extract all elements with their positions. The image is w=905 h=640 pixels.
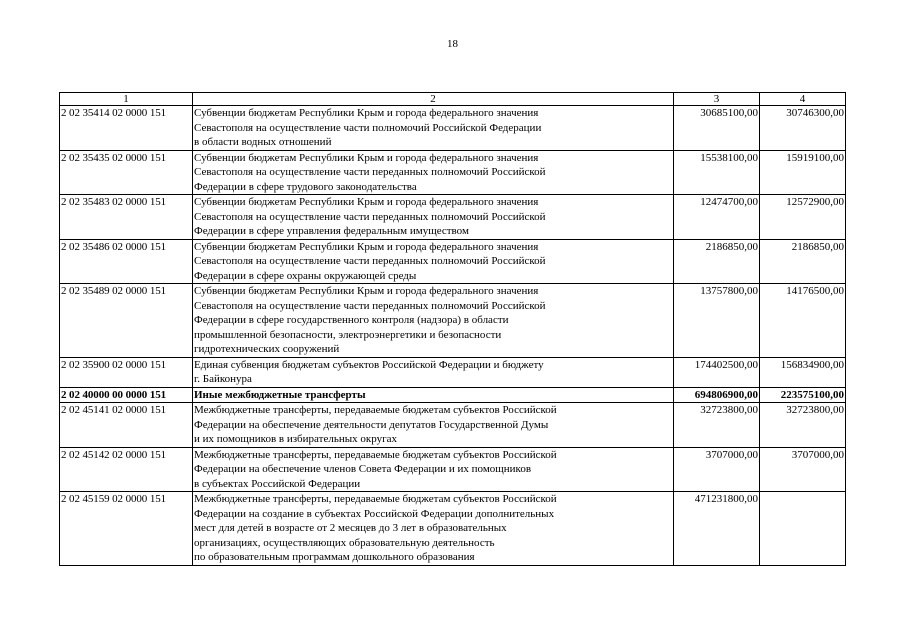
table-row xyxy=(60,492,846,566)
description-line: в области водных отношений xyxy=(194,136,332,148)
amount-cell-col4: 3707000,00 xyxy=(760,447,846,492)
description-cell xyxy=(193,284,674,358)
description-line: Субвенции бюджетам Республики Крым и города федерального значения xyxy=(194,196,539,208)
amount-cell-col3: 694806900,00 xyxy=(674,387,760,403)
amount-cell-col4: 14176500,00 xyxy=(760,284,846,358)
description-line: Федерации в сфере трудового законодательства xyxy=(194,180,417,193)
amount-cell-col4: 32723800,00 xyxy=(760,403,846,448)
description-cell xyxy=(193,195,674,240)
table-row xyxy=(60,403,846,448)
amount-cell-col3: 30685100,00 xyxy=(674,106,760,151)
amount-cell-col4: 223575100,00 xyxy=(760,387,846,403)
budget-code-cell: 2 02 35483 02 0000 151 xyxy=(60,195,193,240)
description-line: Межбюджетные трансферты, передаваемые бюджетам субъектов Российской xyxy=(194,493,557,505)
description-line: Федерации в сфере управления федеральным имуществом xyxy=(194,225,469,237)
budget-code-cell: 2 02 35435 02 0000 151 xyxy=(60,150,193,195)
table-row xyxy=(60,387,846,403)
description-cell xyxy=(193,403,674,448)
description-line: Федерации на обеспечение деятельности депутатов Государственной Думы xyxy=(194,418,549,431)
description-line: Федерации на создание в субъектах Российской Федерации дополнительных xyxy=(194,507,555,520)
column-header-3: 3 xyxy=(674,93,760,106)
column-header-4: 4 xyxy=(760,93,846,106)
amount-cell-col3: 13757800,00 xyxy=(674,284,760,358)
description-line: Иные межбюджетные трансферты xyxy=(194,388,366,401)
column-header-2: 2 xyxy=(193,93,674,106)
description-line: Севастополя на осуществление части полномочий Российской Федерации xyxy=(194,121,542,134)
description-line: Севастополя на осуществление части переданных полномочий Российской xyxy=(194,299,546,312)
description-line: Субвенции бюджетам Республики Крым и города федерального значения xyxy=(194,285,539,297)
table-row xyxy=(60,284,846,358)
description-line: Единая субвенция бюджетам субъектов Российской Федерации и бюджету xyxy=(194,358,544,371)
table-row xyxy=(60,357,846,387)
description-line: Федерации в сфере государственного контроля (надзора) в области xyxy=(194,314,509,326)
description-cell xyxy=(193,357,674,387)
budget-code-cell: 2 02 45141 02 0000 151 xyxy=(60,403,193,448)
description-line: Субвенции бюджетам Республики Крым и города федерального значения xyxy=(194,107,539,119)
amount-cell-col4 xyxy=(760,492,846,566)
description-line: по образовательным программам дошкольного образования xyxy=(194,551,475,563)
description-line: Федерации на обеспечение членов Совета Федерации и их помощников xyxy=(194,463,532,475)
amount-cell-col4: 156834900,00 xyxy=(760,357,846,387)
description-line: промышленной безопасности, электроэнергетики и безопасности xyxy=(194,328,502,341)
amount-cell-col3: 3707000,00 xyxy=(674,447,760,492)
amount-cell-col3: 32723800,00 xyxy=(674,403,760,448)
budget-code-cell: 2 02 35414 02 0000 151 xyxy=(60,106,193,151)
description-cell xyxy=(193,106,674,151)
description-line: г. Байконура xyxy=(194,373,252,385)
description-line: мест для детей в возрасте от 2 месяцев до 3 лет в образовательных xyxy=(194,522,507,534)
amount-cell-col3: 15538100,00 xyxy=(674,150,760,195)
table-header-row xyxy=(60,93,846,106)
table-row xyxy=(60,447,846,492)
amount-cell-col4: 2186850,00 xyxy=(760,239,846,284)
amount-cell-col3: 2186850,00 xyxy=(674,239,760,284)
amount-cell-col4: 30746300,00 xyxy=(760,106,846,151)
amount-cell-col3: 174402500,00 xyxy=(674,357,760,387)
budget-table xyxy=(59,92,846,566)
budget-code-cell: 2 02 35486 02 0000 151 xyxy=(60,239,193,284)
table-row xyxy=(60,195,846,240)
budget-code-cell: 2 02 45159 02 0000 151 xyxy=(60,492,193,566)
description-line: гидротехнических сооружений xyxy=(194,343,340,355)
table-row xyxy=(60,239,846,284)
table-body xyxy=(60,106,846,566)
description-cell xyxy=(193,492,674,566)
amount-cell-col4: 12572900,00 xyxy=(760,195,846,240)
description-line: Федерации в сфере охраны окружающей среды xyxy=(194,269,417,282)
description-cell xyxy=(193,150,674,195)
budget-code-cell: 2 02 40000 00 0000 151 xyxy=(60,387,193,403)
table-row xyxy=(60,150,846,195)
budget-code-cell: 2 02 35900 02 0000 151 xyxy=(60,357,193,387)
description-line: Межбюджетные трансферты, передаваемые бюджетам субъектов Российской xyxy=(194,448,557,461)
description-cell xyxy=(193,387,674,403)
description-line: Севастополя на осуществление части переданных полномочий Российской xyxy=(194,210,546,223)
amount-cell-col3: 471231800,00 xyxy=(674,492,760,566)
budget-code-cell: 2 02 45142 02 0000 151 xyxy=(60,447,193,492)
column-header-1: 1 xyxy=(60,93,193,106)
amount-cell-col4: 15919100,00 xyxy=(760,150,846,195)
amount-cell-col3: 12474700,00 xyxy=(674,195,760,240)
description-cell xyxy=(193,239,674,284)
budget-code-cell: 2 02 35489 02 0000 151 xyxy=(60,284,193,358)
description-line: в субъектах Российской Федерации xyxy=(194,477,361,490)
table-row xyxy=(60,106,846,151)
description-line: Межбюджетные трансферты, передаваемые бюджетам субъектов Российской xyxy=(194,404,557,416)
description-line: Севастополя на осуществление части переданных полномочий Российской xyxy=(194,255,546,267)
page-number: 18 xyxy=(447,38,458,50)
description-line: организациях, осуществляющих образовательную деятельность xyxy=(194,536,495,549)
description-cell xyxy=(193,447,674,492)
description-line: Субвенции бюджетам Республики Крым и города федерального значения xyxy=(194,240,539,253)
description-line: и их помощников в избирательных округах xyxy=(194,433,397,445)
description-line: Севастополя на осуществление части переданных полномочий Российской xyxy=(194,166,546,178)
description-line: Субвенции бюджетам Республики Крым и города федерального значения xyxy=(194,151,539,164)
